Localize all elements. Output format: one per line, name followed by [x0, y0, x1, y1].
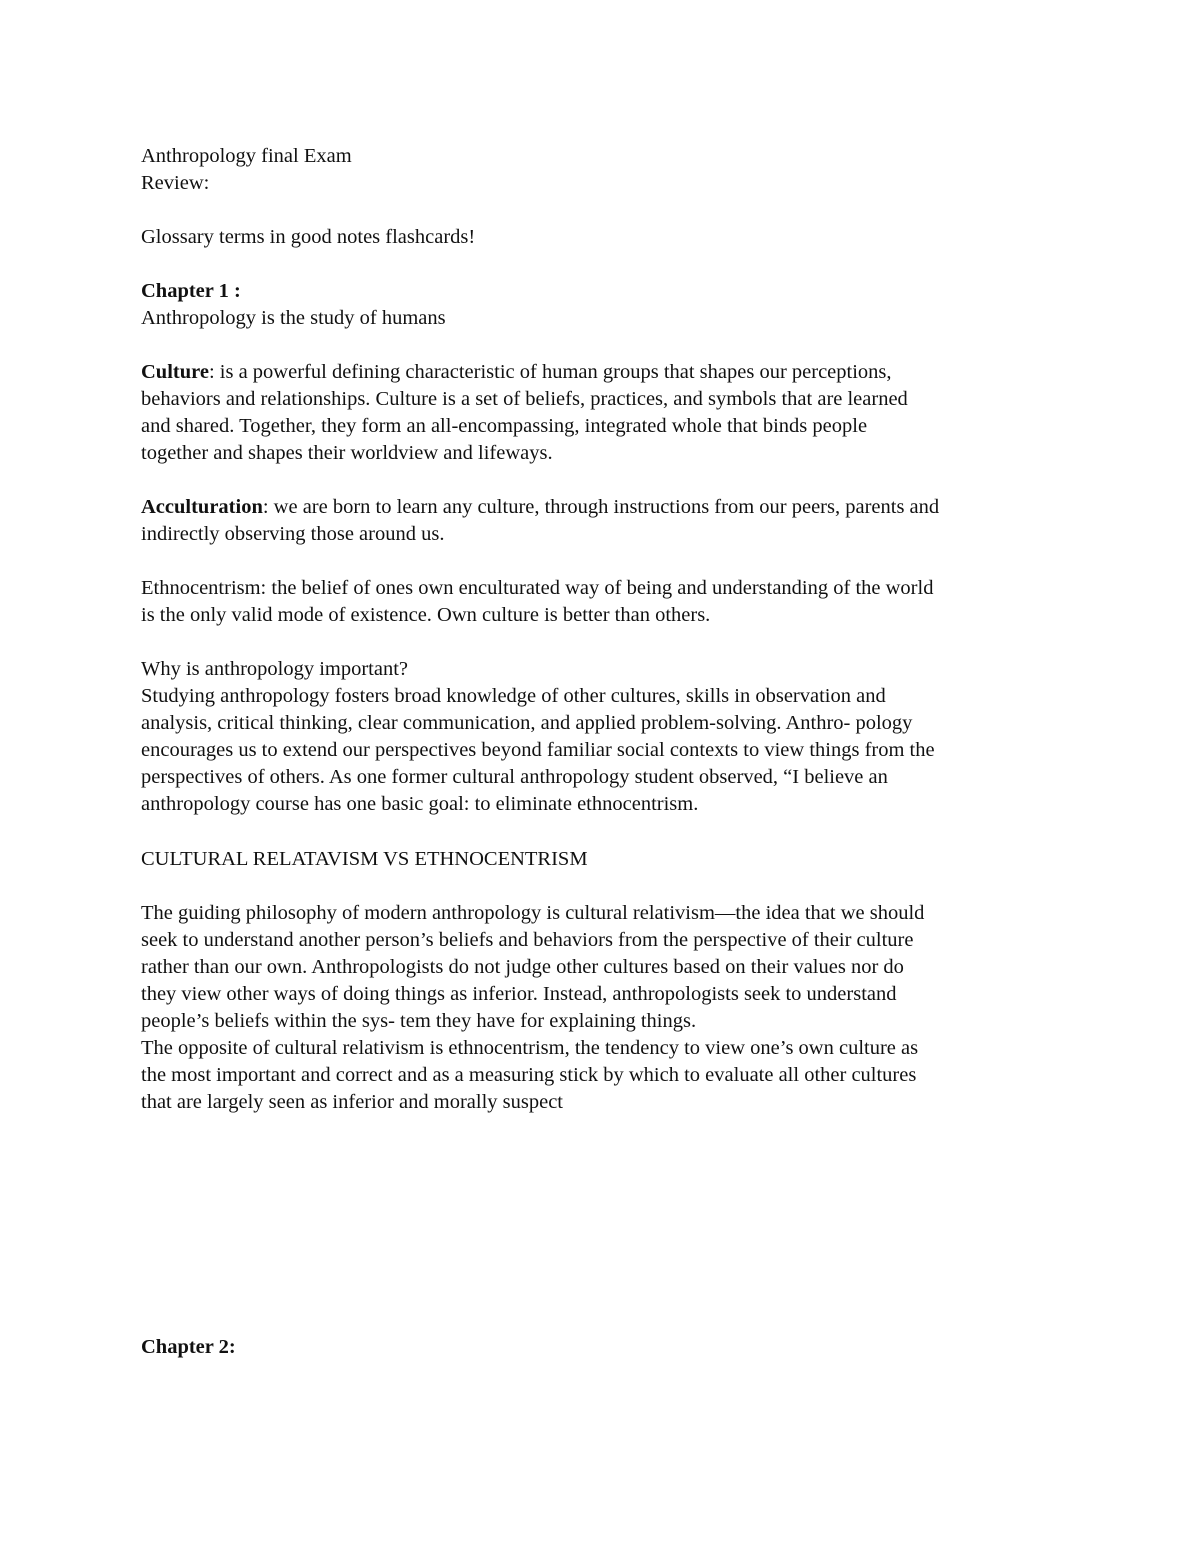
why-important-text: analysis, critical thinking, clear communication, and applied problem-solving. Anthro- pology [141, 712, 913, 734]
chapter-2-section [141, 1334, 1081, 1361]
culture-text: : is a powerful defining characteristic of human groups that shapes our perceptions, [208, 361, 892, 383]
chapter-1-section [141, 278, 1081, 332]
culture-definition [141, 359, 1081, 467]
why-important-text: Studying anthropology fosters broad knowledge of other cultures, skills in observation and [141, 685, 886, 707]
chapter-1-heading: Chapter 1 : [141, 280, 241, 302]
ethnocentrism-text: is the only valid mode of existence. Own culture is better than others. [141, 604, 711, 626]
relativism-text: The guiding philosophy of modern anthropology is cultural relativism—the idea that we should [141, 902, 925, 924]
relativism-text: seek to understand another person’s beliefs and behaviors from the perspective of their culture [141, 929, 914, 951]
ethnocentrism-definition [141, 575, 1081, 629]
relativism-section [141, 900, 1081, 1116]
relativism-text: they view other ways of doing things as inferior. Instead, anthropologists seek to understand [141, 983, 897, 1005]
relativism-text: The opposite of cultural relativism is ethnocentrism, the tendency to view one’s own culture as [141, 1037, 919, 1059]
subtitle-line: Review: [141, 172, 210, 194]
glossary-note [141, 224, 1081, 251]
culture-term: Culture [141, 361, 209, 383]
document-title [141, 143, 1081, 197]
ethnocentrism-text: Ethnocentrism: the belief of ones own enculturated way of being and understanding of the world [141, 577, 934, 599]
relativism-heading-block [141, 846, 1081, 873]
why-important-text: anthropology course has one basic goal: to eliminate ethnocentrism. [141, 793, 699, 815]
acculturation-definition [141, 494, 1081, 548]
relativism-text: that are largely seen as inferior and morally suspect [141, 1091, 563, 1113]
chapter-2-heading: Chapter 2: [141, 1336, 236, 1358]
culture-text: and shared. Together, they form an all-encompassing, integrated whole that binds people [141, 415, 868, 437]
relativism-text: rather than our own. Anthropologists do not judge other cultures based on their values nor do [141, 956, 904, 978]
why-important-text: encourages us to extend our perspectives beyond familiar social contexts to view things from the [141, 739, 935, 761]
relativism-text: the most important and correct and as a measuring stick by which to evaluate all other cultures [141, 1064, 917, 1086]
acculturation-text: indirectly observing those around us. [141, 523, 445, 545]
relativism-heading: CULTURAL RELATAVISM VS ETHNOCENTRISM [141, 848, 588, 870]
why-important-section [141, 656, 1081, 818]
acculturation-term: Acculturation [141, 496, 263, 518]
relativism-text: people’s beliefs within the sys- tem they have for explaining things. [141, 1010, 697, 1032]
title-line: Anthropology final Exam [141, 145, 352, 167]
acculturation-text: : we are born to learn any culture, through instructions from our peers, parents and [262, 496, 940, 518]
culture-text: together and shapes their worldview and lifeways. [141, 442, 553, 464]
chapter-1-intro: Anthropology is the study of humans [141, 307, 446, 329]
glossary-note-text: Glossary terms in good notes flashcards! [141, 226, 476, 248]
why-important-text: perspectives of others. As one former cultural anthropology student observed, “I believe an [141, 766, 888, 788]
culture-text: behaviors and relationships. Culture is a set of beliefs, practices, and symbols that are learned [141, 388, 908, 410]
why-important-question: Why is anthropology important? [141, 658, 409, 680]
